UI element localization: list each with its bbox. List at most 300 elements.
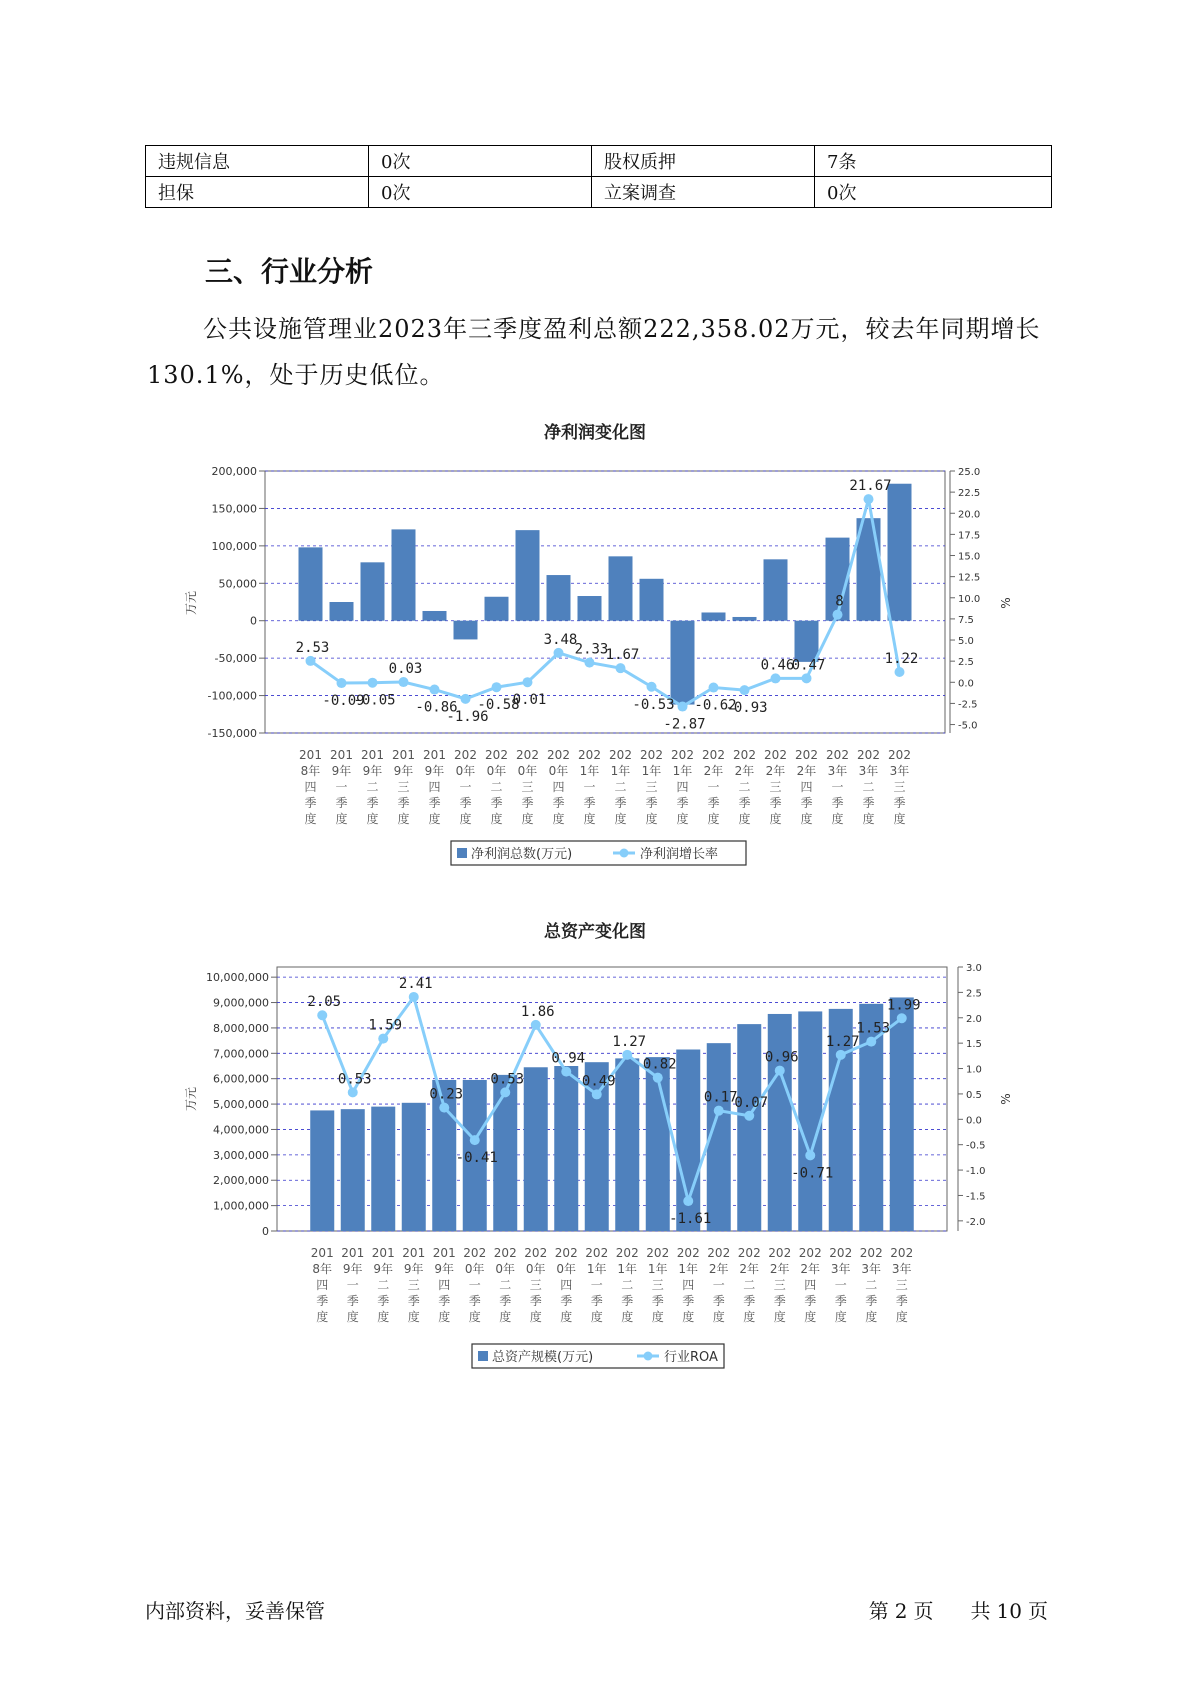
x-tick-label: 202 <box>826 748 849 762</box>
risk-info-table <box>145 145 1052 208</box>
x-tick-label: 201 <box>310 1246 334 1260</box>
x-tick-label: 1年 <box>641 764 662 778</box>
x-tick-label: 三 <box>645 780 658 794</box>
data-label: 2.41 <box>398 975 433 992</box>
chart-title: 净利润变化图 <box>544 423 646 443</box>
total-prefix: 共 <box>970 1599 991 1623</box>
x-tick-label: 季 <box>366 796 379 810</box>
bar <box>310 1110 334 1231</box>
x-tick-label: 度 <box>552 812 565 826</box>
bar <box>402 1103 426 1231</box>
y2-tick-label: 25.0 <box>958 467 981 478</box>
data-label: -0.09 <box>322 693 365 710</box>
x-tick-label: 度 <box>645 812 658 826</box>
x-tick-label: 一 <box>459 780 472 794</box>
data-label: -0.05 <box>353 692 396 709</box>
y2-tick-label: -5.0 <box>958 720 978 732</box>
line-point <box>709 683 719 693</box>
x-tick-label: 9年 <box>434 1262 455 1276</box>
x-tick-label: 季 <box>438 1294 451 1308</box>
total-num: 10 <box>996 1599 1022 1623</box>
x-tick-label: 度 <box>490 812 503 826</box>
page-prefix: 第 <box>868 1599 889 1623</box>
legend-line-marker <box>620 849 629 858</box>
y-tick-label: 100,000 <box>211 539 257 553</box>
line-point <box>378 1034 388 1044</box>
x-tick-label: 度 <box>499 1310 512 1324</box>
table-cell: 0次 <box>369 177 592 208</box>
table-cell: 违规信息 <box>146 146 369 177</box>
x-tick-label: 度 <box>614 812 627 826</box>
x-tick-label: 季 <box>552 796 565 810</box>
x-tick-label: 202 <box>454 748 477 762</box>
x-tick-label: 度 <box>651 1310 664 1324</box>
y2-tick-label: -1.5 <box>966 1191 986 1203</box>
x-tick-label: 2年 <box>765 764 786 778</box>
x-tick-label: 0年 <box>495 1262 516 1276</box>
x-tick-label: 四 <box>552 780 565 794</box>
x-tick-label: 一 <box>831 780 844 794</box>
x-tick-label: 季 <box>862 796 875 810</box>
x-tick-label: 202 <box>578 748 601 762</box>
x-tick-label: 202 <box>463 1246 487 1260</box>
data-label: 2.05 <box>307 994 342 1011</box>
table-row <box>146 177 1052 208</box>
x-tick-label: 度 <box>304 812 317 826</box>
data-label: -0.93 <box>725 700 768 717</box>
legend-bar-label: 总资产规模(万元) <box>492 1350 594 1365</box>
line-point <box>771 673 781 683</box>
chart-legend <box>472 1344 724 1368</box>
bar <box>547 575 571 621</box>
data-label: 0.53 <box>490 1071 525 1088</box>
line-point <box>399 677 409 687</box>
bar <box>330 602 354 621</box>
y2-tick-label: 0.5 <box>966 1089 982 1101</box>
line-point <box>836 1050 846 1060</box>
x-tick-label: 四 <box>682 1278 695 1292</box>
x-tick-label: 2年 <box>708 1262 729 1276</box>
x-tick-label: 度 <box>335 812 348 826</box>
x-tick-label: 度 <box>862 812 875 826</box>
x-tick-label: 0年 <box>525 1262 546 1276</box>
x-tick-label: 二 <box>738 780 751 794</box>
bar <box>554 1066 578 1231</box>
x-tick-label: 9年 <box>342 1262 363 1276</box>
table-cell: 立案调查 <box>592 177 815 208</box>
x-tick-label: 度 <box>831 812 844 826</box>
y-axis-title: 万元 <box>184 1086 198 1112</box>
x-tick-label: 二 <box>366 780 379 794</box>
x-tick-label: 度 <box>346 1310 359 1324</box>
x-tick-label: 202 <box>768 1246 792 1260</box>
x-tick-label: 度 <box>316 1310 329 1324</box>
x-tick-label: 202 <box>888 748 911 762</box>
line-point <box>585 658 595 668</box>
x-tick-label: 三 <box>895 1278 908 1292</box>
data-label: 1.99 <box>886 997 921 1014</box>
x-tick-label: 度 <box>621 1310 634 1324</box>
x-tick-label: 季 <box>804 1294 817 1308</box>
data-label: 0.46 <box>760 657 795 674</box>
line-point <box>368 678 378 688</box>
x-tick-label: 202 <box>646 1246 670 1260</box>
x-tick-label: 季 <box>490 796 503 810</box>
x-tick-label: 三 <box>651 1278 664 1292</box>
y2-tick-label: -1.0 <box>966 1166 986 1178</box>
line-point <box>714 1106 724 1116</box>
x-tick-label: 度 <box>560 1310 573 1324</box>
x-tick-label: 202 <box>764 748 787 762</box>
x-tick-label: 一 <box>590 1278 603 1292</box>
x-tick-label: 201 <box>432 1246 456 1260</box>
data-label: -0.71 <box>791 1165 834 1182</box>
x-tick-label: 9年 <box>362 764 383 778</box>
bar <box>888 484 912 621</box>
x-tick-label: 202 <box>615 1246 639 1260</box>
x-tick-label: 0年 <box>556 1262 577 1276</box>
total-suffix: 页 <box>1028 1599 1048 1623</box>
x-tick-label: 季 <box>335 796 348 810</box>
x-tick-label: 度 <box>676 812 689 826</box>
x-tick-label: 季 <box>397 796 410 810</box>
x-tick-label: 202 <box>702 748 725 762</box>
x-tick-label: 1年 <box>672 764 693 778</box>
bar <box>609 556 633 620</box>
x-tick-label: 季 <box>407 1294 420 1308</box>
bar <box>798 1011 822 1231</box>
x-tick-label: 202 <box>524 1246 548 1260</box>
bar <box>640 579 664 621</box>
y2-tick-label: 1.5 <box>966 1039 982 1051</box>
x-tick-label: 201 <box>371 1246 395 1260</box>
x-tick-label: 1年 <box>617 1262 638 1276</box>
x-tick-label: 度 <box>743 1310 756 1324</box>
chart-title: 总资产变化图 <box>544 922 646 942</box>
line-point <box>409 992 419 1002</box>
x-tick-label: 2年 <box>703 764 724 778</box>
y2-axis-title: % <box>999 1093 1013 1105</box>
footer-confidential-note: 内部资料，妥善保管 <box>145 1599 325 1623</box>
x-tick-label: 202 <box>798 1246 822 1260</box>
bar <box>795 621 819 662</box>
page-num: 2 <box>894 1599 908 1623</box>
x-tick-label: 一 <box>834 1278 847 1292</box>
net-profit-chart-svg <box>0 420 1191 875</box>
x-tick-label: 0年 <box>464 1262 485 1276</box>
bar <box>733 617 757 621</box>
data-label: -0.41 <box>455 1150 498 1167</box>
bar <box>485 597 509 621</box>
x-tick-label: 季 <box>346 1294 359 1308</box>
legend-line-label: 行业ROA <box>664 1350 718 1365</box>
x-tick-label: 3年 <box>858 764 879 778</box>
page-suffix: 页 <box>913 1599 934 1623</box>
y2-tick-label: 0.0 <box>958 678 974 690</box>
x-tick-label: 0年 <box>517 764 538 778</box>
line-point <box>492 682 502 692</box>
bar <box>764 559 788 620</box>
x-tick-label: 季 <box>468 1294 481 1308</box>
x-tick-label: 202 <box>676 1246 700 1260</box>
x-tick-label: 202 <box>516 748 539 762</box>
x-tick-label: 202 <box>585 1246 609 1260</box>
x-tick-label: 三 <box>893 780 906 794</box>
x-tick-label: 三 <box>773 1278 786 1292</box>
x-tick-label: 度 <box>800 812 813 826</box>
x-tick-label: 季 <box>831 796 844 810</box>
line-point <box>775 1066 785 1076</box>
x-tick-label: 一 <box>707 780 720 794</box>
y-tick-label: 4,000,000 <box>213 1123 269 1137</box>
line-point <box>306 656 316 666</box>
data-label: 0.07 <box>734 1094 769 1111</box>
y2-tick-label: 0.0 <box>966 1115 982 1127</box>
section-title: 三、行业分析 <box>205 255 374 288</box>
x-tick-label: 度 <box>459 812 472 826</box>
x-tick-label: 一 <box>468 1278 481 1292</box>
x-tick-label: 度 <box>893 812 906 826</box>
data-label: 1.27 <box>825 1033 860 1050</box>
y2-tick-label: -2.5 <box>958 699 978 711</box>
x-tick-label: 季 <box>304 796 317 810</box>
total-assets-chart <box>0 915 1191 1390</box>
y-tick-label: 0 <box>262 1225 269 1238</box>
data-label: -0.58 <box>477 697 520 714</box>
x-tick-label: 季 <box>800 796 813 810</box>
y2-tick-label: 1.0 <box>966 1064 982 1076</box>
x-tick-label: 四 <box>428 780 441 794</box>
x-tick-label: 四 <box>304 780 317 794</box>
x-tick-label: 三 <box>529 1278 542 1292</box>
data-label: 0.94 <box>551 1050 586 1067</box>
bar <box>578 596 602 621</box>
y2-tick-label: 22.5 <box>958 488 981 500</box>
x-tick-label: 度 <box>712 1310 725 1324</box>
x-tick-label: 2年 <box>769 1262 790 1276</box>
bar <box>371 1107 395 1231</box>
line-point <box>647 682 657 692</box>
x-tick-label: 202 <box>707 1246 731 1260</box>
x-tick-label: 二 <box>377 1278 390 1292</box>
bar <box>890 997 914 1231</box>
bar <box>524 1067 548 1231</box>
chart-legend <box>451 841 746 865</box>
x-tick-label: 8年 <box>300 764 321 778</box>
x-tick-label: 季 <box>865 1294 878 1308</box>
x-tick-label: 三 <box>397 780 410 794</box>
x-tick-label: 季 <box>676 796 689 810</box>
x-tick-label: 度 <box>521 812 534 826</box>
x-tick-label: 202 <box>485 748 508 762</box>
data-label: 0.01 <box>512 692 547 709</box>
data-label: -0.53 <box>632 696 675 713</box>
x-tick-label: 1年 <box>579 764 600 778</box>
table-row <box>146 146 1052 177</box>
data-label: 21.67 <box>849 478 892 495</box>
y2-tick-label: 15.0 <box>958 551 981 563</box>
x-tick-label: 3年 <box>830 1262 851 1276</box>
x-tick-label: 202 <box>829 1246 853 1260</box>
legend-bar-swatch <box>478 1351 488 1361</box>
line-point <box>531 1020 541 1030</box>
y2-tick-label: 20.0 <box>958 509 981 521</box>
line-point <box>744 1111 754 1121</box>
x-tick-label: 201 <box>361 748 384 762</box>
line-point <box>833 610 843 620</box>
y2-tick-label: -0.5 <box>966 1140 986 1152</box>
x-tick-label: 201 <box>423 748 446 762</box>
x-tick-label: 季 <box>459 796 472 810</box>
x-tick-label: 度 <box>590 1310 603 1324</box>
x-tick-label: 3年 <box>891 1262 912 1276</box>
y2-tick-label: 5.0 <box>958 636 974 648</box>
y-tick-label: 5,000,000 <box>213 1098 269 1112</box>
x-tick-label: 度 <box>366 812 379 826</box>
x-tick-label: 季 <box>895 1294 908 1308</box>
x-tick-label: 二 <box>743 1278 756 1292</box>
y2-tick-label: 10.0 <box>958 593 981 605</box>
x-tick-label: 季 <box>893 796 906 810</box>
x-tick-label: 9年 <box>393 764 414 778</box>
line-point <box>678 702 688 712</box>
x-tick-label: 度 <box>773 1310 786 1324</box>
x-tick-label: 二 <box>490 780 503 794</box>
x-tick-label: 9年 <box>331 764 352 778</box>
line-point <box>561 1067 571 1077</box>
x-tick-label: 度 <box>397 812 410 826</box>
data-label: 0.49 <box>581 1073 616 1090</box>
x-tick-label: 二 <box>614 780 627 794</box>
data-label: 0.96 <box>764 1049 799 1066</box>
x-tick-label: 季 <box>645 796 658 810</box>
x-tick-label: 3年 <box>827 764 848 778</box>
x-tick-label: 1年 <box>678 1262 699 1276</box>
x-tick-label: 度 <box>895 1310 908 1324</box>
line-point <box>616 663 626 673</box>
total-assets-chart-svg <box>0 915 1191 1390</box>
line-point <box>337 678 347 688</box>
x-tick-label: 度 <box>377 1310 390 1324</box>
line-point <box>439 1103 449 1113</box>
x-tick-label: 四 <box>560 1278 573 1292</box>
x-tick-label: 季 <box>316 1294 329 1308</box>
line-point <box>864 494 874 504</box>
bar <box>392 529 416 620</box>
x-tick-label: 二 <box>499 1278 512 1292</box>
y2-tick-label: 7.5 <box>958 614 974 626</box>
x-tick-label: 四 <box>800 780 813 794</box>
x-tick-label: 2年 <box>739 1262 760 1276</box>
data-label: 1.86 <box>520 1003 555 1020</box>
x-tick-label: 三 <box>521 780 534 794</box>
data-label: 0.82 <box>642 1056 677 1073</box>
y2-tick-label: 3.0 <box>966 963 982 974</box>
line-point <box>866 1037 876 1047</box>
data-label: -1.61 <box>669 1211 712 1228</box>
x-tick-label: 度 <box>738 812 751 826</box>
x-tick-label: 度 <box>428 812 441 826</box>
x-tick-label: 季 <box>743 1294 756 1308</box>
x-tick-label: 季 <box>377 1294 390 1308</box>
legend-bar-swatch <box>457 848 467 858</box>
line-point <box>317 1010 327 1020</box>
data-label: 2.53 <box>295 639 330 656</box>
x-tick-label: 1年 <box>610 764 631 778</box>
legend-line-label: 净利润增长率 <box>640 847 719 862</box>
line-point <box>802 673 812 683</box>
x-tick-label: 四 <box>438 1278 451 1292</box>
x-tick-label: 201 <box>341 1246 365 1260</box>
x-tick-label: 2年 <box>796 764 817 778</box>
y2-tick-label: 2.5 <box>958 657 974 669</box>
bar <box>702 612 726 620</box>
line-point <box>592 1089 602 1099</box>
x-tick-label: 四 <box>804 1278 817 1292</box>
x-tick-label: 度 <box>865 1310 878 1324</box>
x-tick-label: 度 <box>438 1310 451 1324</box>
x-tick-label: 度 <box>529 1310 542 1324</box>
line-point <box>740 685 750 695</box>
x-tick-label: 202 <box>737 1246 761 1260</box>
x-tick-label: 季 <box>707 796 720 810</box>
data-label: 0.03 <box>388 661 423 678</box>
data-label: 0.23 <box>429 1086 464 1103</box>
line-point <box>554 648 564 658</box>
y-tick-label: 150,000 <box>211 502 257 516</box>
line-point <box>430 685 440 695</box>
line-point <box>348 1087 358 1097</box>
data-label: -1.96 <box>446 708 489 725</box>
y-tick-label: 9,000,000 <box>213 996 269 1010</box>
x-tick-label: 202 <box>493 1246 517 1260</box>
footer-page-number <box>866 1595 1051 1624</box>
x-tick-label: 度 <box>769 812 782 826</box>
analysis-paragraph: 公共设施管理业2023年三季度盈利总额222,358.02万元，较去年同期增长130.1%，处于历史低位。 <box>147 315 1041 389</box>
x-tick-label: 2年 <box>800 1262 821 1276</box>
line-point <box>895 667 905 677</box>
table-cell: 7条 <box>815 146 1052 177</box>
bar <box>516 530 540 621</box>
x-tick-label: 202 <box>733 748 756 762</box>
x-tick-label: 季 <box>738 796 751 810</box>
x-tick-label: 一 <box>712 1278 725 1292</box>
x-tick-label: 季 <box>614 796 627 810</box>
bar <box>423 611 447 621</box>
y2-tick-label: 17.5 <box>958 530 981 542</box>
line-point <box>523 677 533 687</box>
y-tick-label: -150,000 <box>207 727 257 740</box>
y-axis-title: 万元 <box>184 590 198 616</box>
x-tick-label: 二 <box>865 1278 878 1292</box>
x-tick-label: 二 <box>862 780 875 794</box>
x-tick-label: 3年 <box>861 1262 882 1276</box>
data-label: -0.86 <box>415 699 458 716</box>
x-tick-label: 季 <box>521 796 534 810</box>
x-tick-label: 三 <box>407 1278 420 1292</box>
y-tick-label: -50,000 <box>214 652 257 666</box>
line-point <box>500 1087 510 1097</box>
table-cell: 0次 <box>369 146 592 177</box>
y-tick-label: 200,000 <box>211 465 257 478</box>
bar <box>361 562 385 620</box>
x-tick-label: 8年 <box>312 1262 333 1276</box>
bar <box>768 1014 792 1231</box>
x-tick-label: 201 <box>402 1246 426 1260</box>
data-label: 0.17 <box>703 1089 738 1106</box>
x-tick-label: 季 <box>499 1294 512 1308</box>
x-tick-label: 季 <box>590 1294 603 1308</box>
